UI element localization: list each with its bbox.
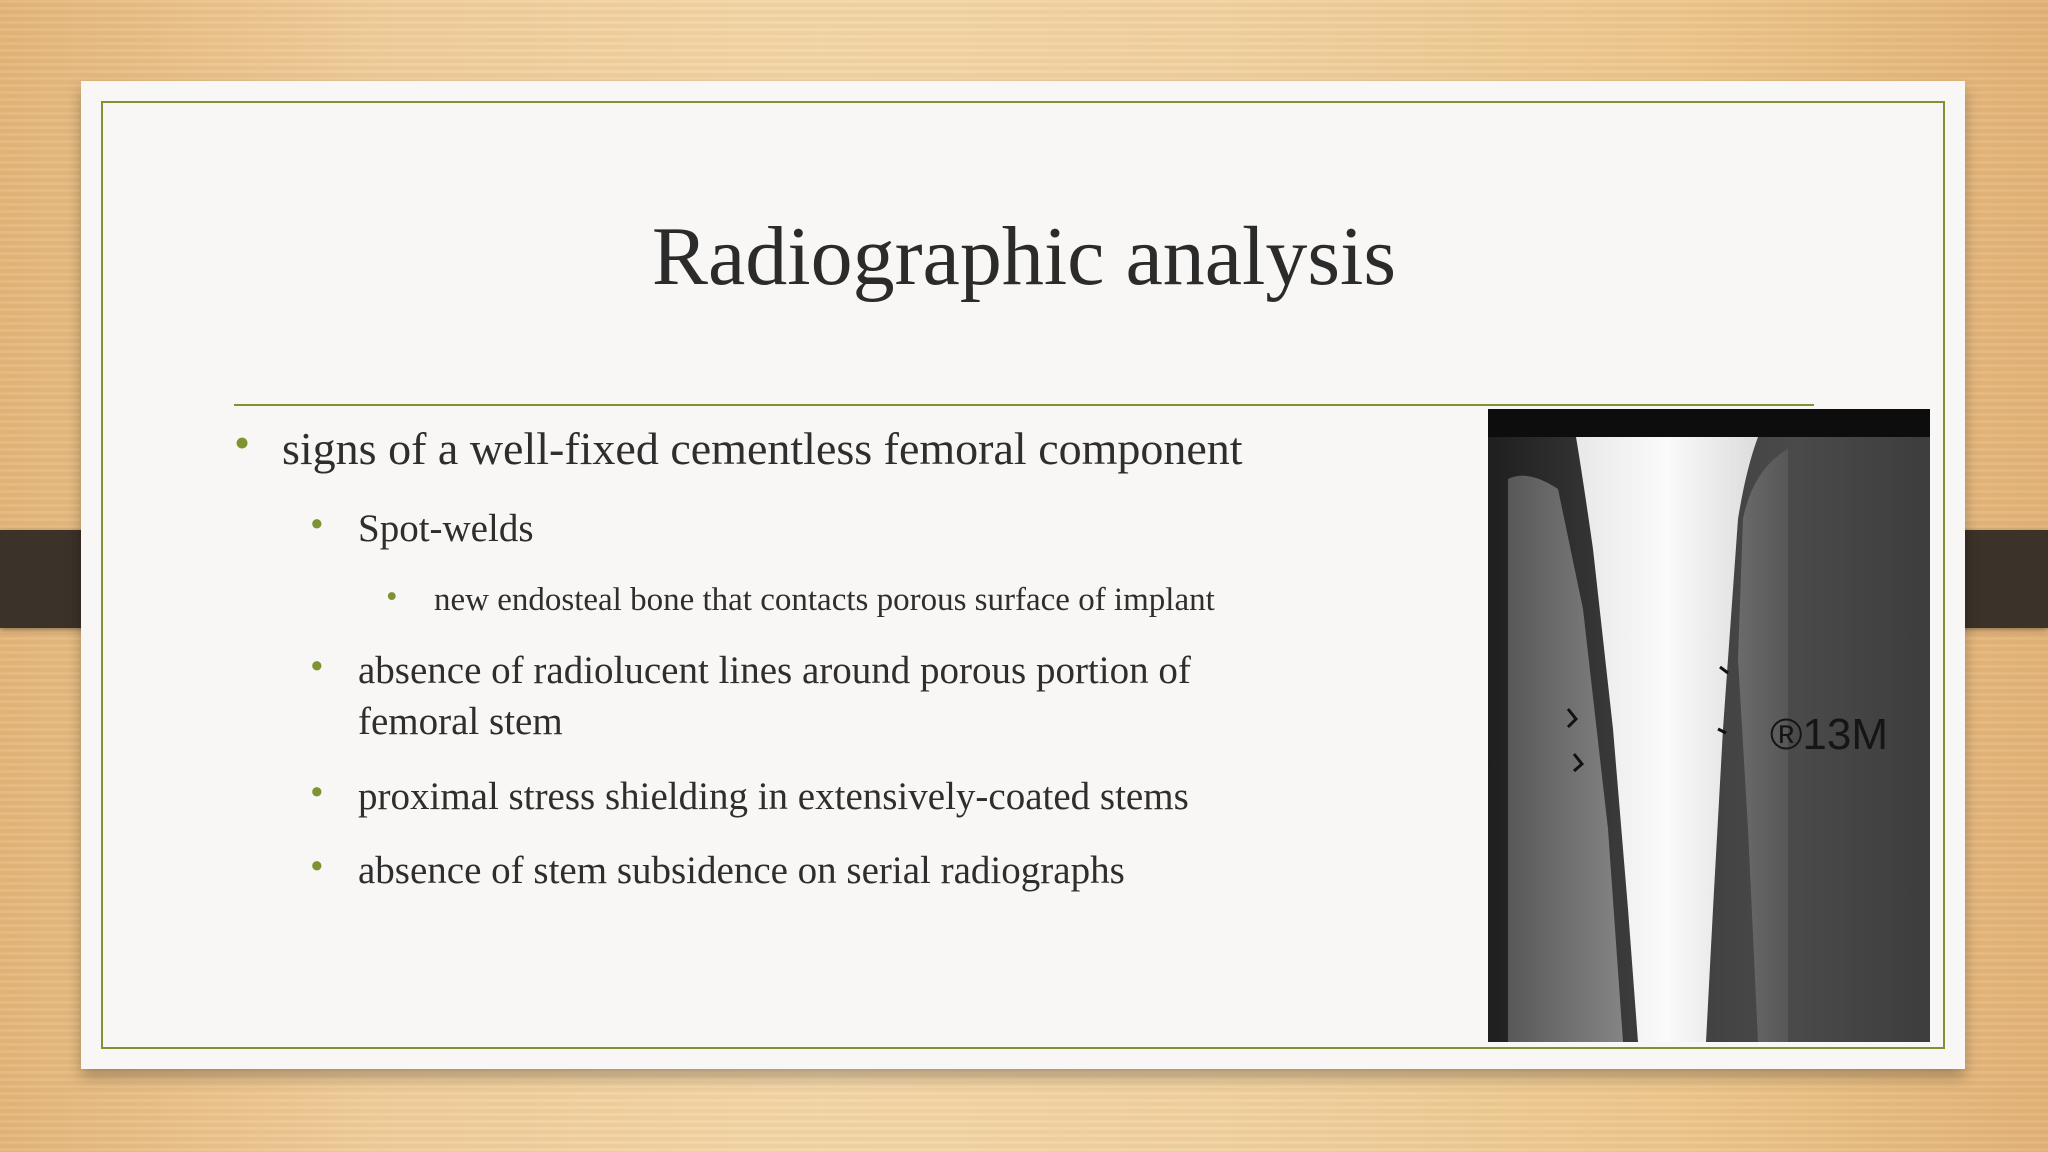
- slide-title: Radiographic analysis: [651, 210, 1397, 303]
- bullet-item: [310, 845, 1125, 893]
- title-divider: [234, 404, 1814, 406]
- bullet-item: [310, 503, 534, 551]
- bullet-icon: •: [310, 771, 324, 814]
- bullet-text: proximal stress shielding in extensively-coated stems: [358, 775, 1189, 818]
- bullet-item: [234, 417, 1243, 475]
- bullet-item: [310, 645, 1191, 693]
- bullet-icon: •: [310, 845, 324, 888]
- bullet-text: absence of stem subsidence on serial radiographs: [358, 849, 1125, 892]
- bullet-icon: •: [310, 503, 324, 546]
- bullet-text: femoral stem: [358, 700, 563, 743]
- xray-marker-label: ®13M: [1770, 710, 1889, 759]
- bullet-icon: •: [386, 579, 398, 615]
- bullet-icon: •: [310, 645, 324, 688]
- bullet-text: signs of a well-fixed cementless femoral component: [282, 423, 1243, 474]
- bullet-icon: •: [234, 417, 251, 468]
- bullet-text: Spot-welds: [358, 507, 534, 550]
- bullet-text: absence of radiolucent lines around porous portion of: [358, 649, 1191, 692]
- bullet-text: new endosteal bone that contacts porous surface of implant: [434, 582, 1215, 618]
- bullet-item: [386, 579, 1215, 619]
- bullet-continuation: [358, 699, 563, 744]
- bullet-item: [310, 771, 1189, 819]
